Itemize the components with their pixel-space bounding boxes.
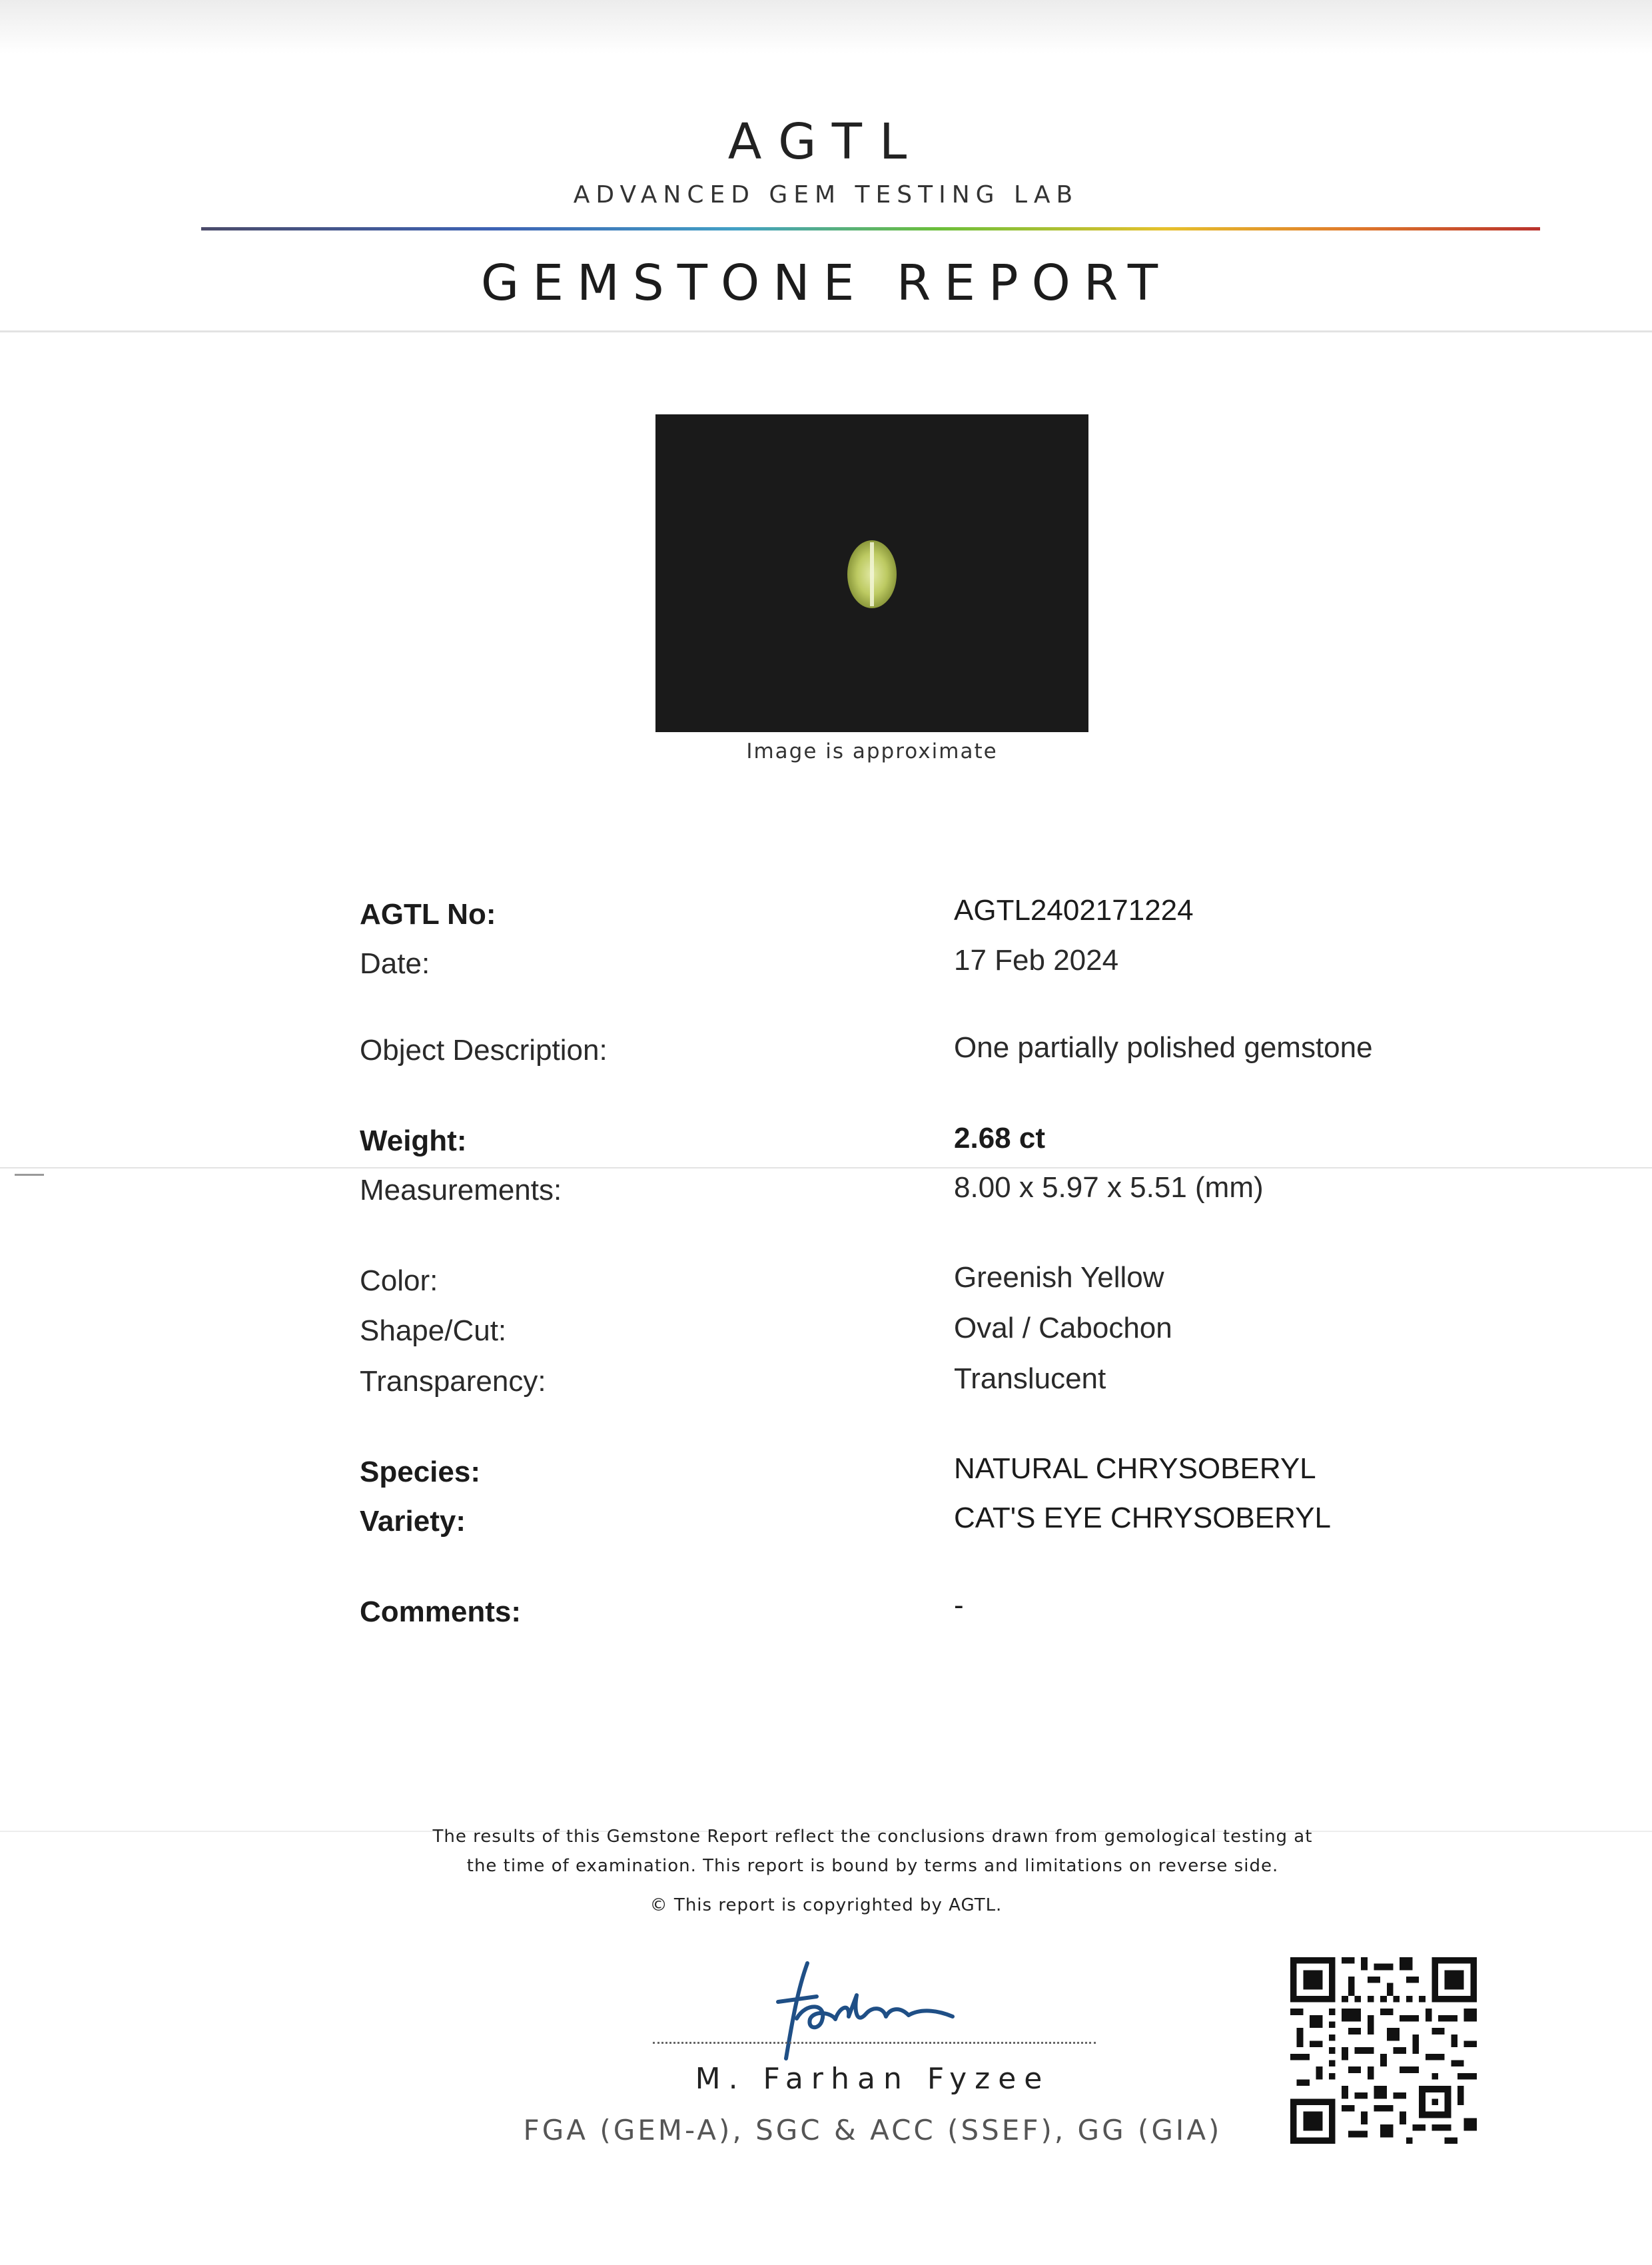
variety-label: Variety: [360, 1505, 466, 1538]
disclaimer-line: the time of examination. This report is bound by terms and limitations on reverse side. [466, 1856, 1279, 1876]
disclaimer [373, 1822, 1372, 1881]
lab-subtitle: ADVANCED GEM TESTING LAB [573, 181, 1079, 209]
agtl-no-value: AGTL2402171224 [954, 894, 1194, 927]
transparency-label: Transparency: [360, 1365, 546, 1398]
variety-value: CAT'S EYE CHRYSOBERYL [954, 1502, 1331, 1534]
scan-top-band [0, 0, 1652, 53]
scan-artifact-line [0, 1167, 1652, 1168]
report-title: GEMSTONE REPORT [480, 254, 1172, 312]
scan-artifact-mark [15, 1174, 44, 1176]
signatory-credentials: FGA (GEM-A), SGC & ACC (SSEF), GG (GIA) [523, 2114, 1222, 2146]
signatory-name: M. Farhan Fyzee [695, 2062, 1050, 2096]
lab-brand: AGTL [727, 113, 925, 171]
weight-value: 2.68 ct [954, 1122, 1045, 1154]
comments-label: Comments: [360, 1595, 522, 1628]
qr-code [1290, 1957, 1477, 2144]
measurements-value: 8.00 x 5.97 x 5.51 (mm) [954, 1171, 1264, 1204]
comments-value: - [954, 1589, 964, 1621]
scan-artifact-line [0, 330, 1652, 332]
agtl-no-label: AGTL No: [360, 898, 496, 931]
shape-cut-value: Oval / Cabochon [954, 1312, 1172, 1344]
measurements-label: Measurements: [360, 1174, 562, 1206]
shape-cut-label: Shape/Cut: [360, 1314, 507, 1347]
signature-line [653, 2042, 1096, 2044]
signature [766, 1955, 979, 2065]
object-description-value: One partially polished gemstone [954, 1031, 1373, 1064]
disclaimer-line: The results of this Gemstone Report reflect the conclusions drawn from gemological testing at [432, 1827, 1313, 1847]
species-value: NATURAL CHRYSOBERYL [954, 1452, 1316, 1485]
gemstone-image [655, 414, 1088, 732]
signature-stroke [778, 1963, 953, 2058]
gemstone-photo [655, 414, 1088, 732]
copyright-notice: © This report is copyrighted by AGTL. [649, 1895, 1003, 1915]
photo-caption: Image is approximate [746, 739, 998, 763]
date-value: 17 Feb 2024 [954, 944, 1119, 977]
rainbow-divider [201, 227, 1540, 230]
object-description-label: Object Description: [360, 1034, 608, 1067]
weight-label: Weight: [360, 1125, 467, 1157]
date-label: Date: [360, 947, 430, 980]
species-label: Species: [360, 1456, 480, 1488]
color-value: Greenish Yellow [954, 1261, 1164, 1294]
color-label: Color: [360, 1264, 438, 1297]
transparency-value: Translucent [954, 1362, 1106, 1395]
